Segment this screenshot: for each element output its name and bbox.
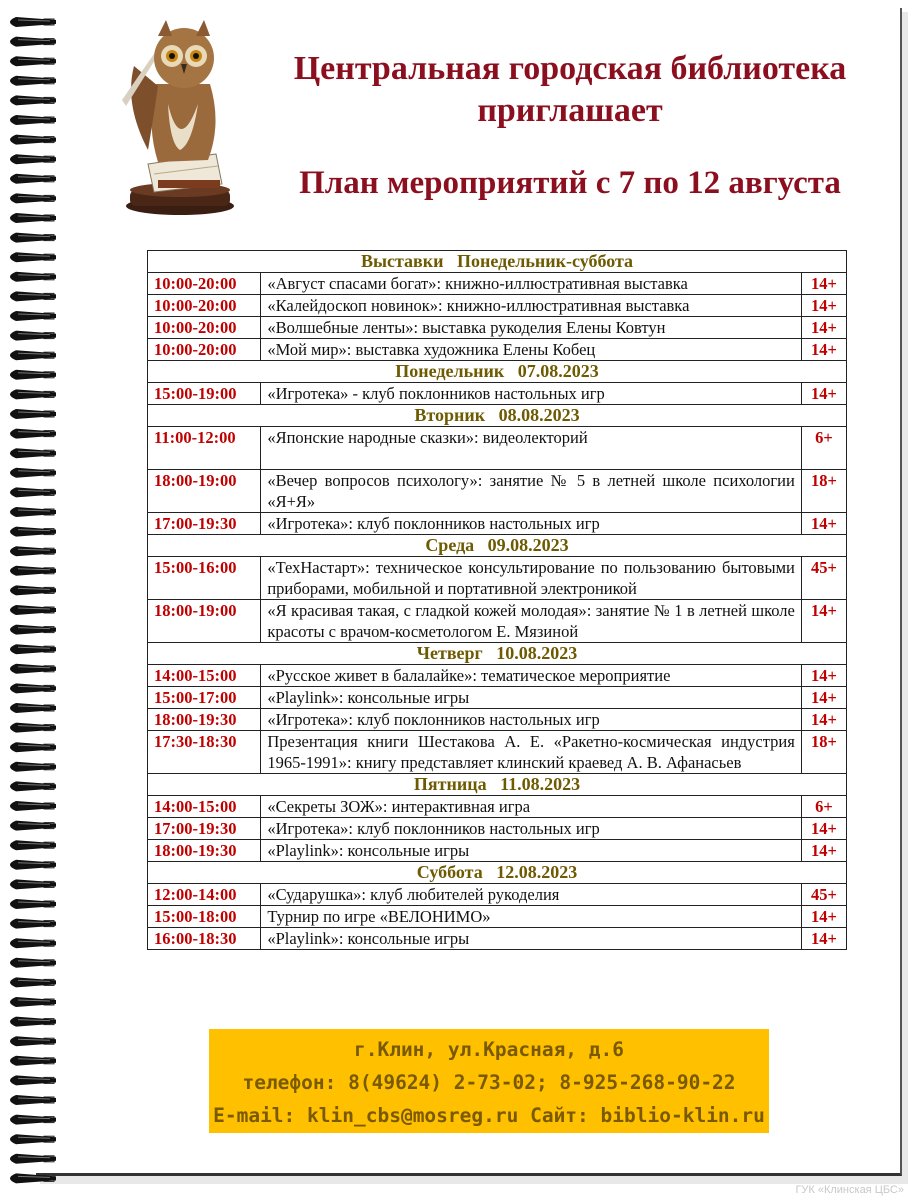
day-header-row <box>148 405 847 427</box>
day-header-row <box>148 251 847 273</box>
day-header: Вторник 08.08.2023 <box>148 405 847 427</box>
binding-ring <box>10 625 56 635</box>
event-description: Презентация книги Шестакова А. Е. «Ракетно-космическая индустрия 1965-1991»: книгу представляет клинский краевед А. В. Афанасьев <box>261 731 802 774</box>
contact-box <box>209 1029 769 1133</box>
event-description: «Игротека»: клуб поклонников настольных игр <box>261 818 802 840</box>
event-time: 15:00-18:00 <box>148 906 261 928</box>
event-time: 18:00-19:00 <box>148 600 261 643</box>
binding-ring <box>10 742 56 752</box>
age-rating: 14+ <box>801 840 846 862</box>
age-rating: 14+ <box>801 928 846 950</box>
binding-ring <box>10 899 56 909</box>
binding-ring <box>10 76 56 86</box>
binding-ring <box>10 409 56 419</box>
binding-ring <box>10 1115 56 1125</box>
binding-ring <box>10 1075 56 1085</box>
day-header: Пятница 11.08.2023 <box>148 774 847 796</box>
event-description: «Японские народные сказки»: видеолекторий <box>261 427 802 470</box>
binding-ring <box>10 1095 56 1105</box>
binding-ring <box>10 350 56 360</box>
binding-ring <box>10 115 56 125</box>
event-description: «Калейдоскоп новинок»: книжно-иллюстративная выставка <box>261 295 802 317</box>
event-description: «Волшебные ленты»: выставка рукоделия Елены Ковтун <box>261 317 802 339</box>
binding-ring <box>10 1056 56 1066</box>
binding-ring <box>10 1173 56 1183</box>
event-row <box>148 557 847 600</box>
event-row <box>148 928 847 950</box>
event-time: 10:00-20:00 <box>148 317 261 339</box>
event-time: 18:00-19:30 <box>148 840 261 862</box>
event-time: 17:00-19:30 <box>148 513 261 535</box>
binding-ring <box>10 860 56 870</box>
event-row <box>148 600 847 643</box>
event-row <box>148 513 847 535</box>
binding-ring <box>10 291 56 301</box>
binding-ring <box>10 135 56 145</box>
binding-ring <box>10 919 56 929</box>
day-header: Выставки Понедельник-суббота <box>148 251 847 273</box>
event-description: «Playlink»: консольные игры <box>261 840 802 862</box>
phone: телефон: 8(49624) 2-73-02; 8-925-268-90-22 <box>242 1071 736 1094</box>
binding-ring <box>10 507 56 517</box>
event-time: 10:00-20:00 <box>148 273 261 295</box>
binding-ring <box>10 703 56 713</box>
binding-ring <box>10 331 56 341</box>
age-rating: 45+ <box>801 884 846 906</box>
age-rating: 14+ <box>801 339 846 361</box>
binding-ring <box>10 997 56 1007</box>
library-title: Центральная городская библиотека <box>293 50 847 87</box>
binding-ring <box>10 468 56 478</box>
event-row <box>148 906 847 928</box>
event-time: 10:00-20:00 <box>148 339 261 361</box>
age-rating: 6+ <box>801 427 846 470</box>
binding-ring <box>10 272 56 282</box>
event-description: «Август спасами богат»: книжно-иллюстративная выставка <box>261 273 802 295</box>
day-header-row <box>148 643 847 665</box>
binding-ring <box>10 664 56 674</box>
age-rating: 14+ <box>801 273 846 295</box>
watermark: ГУК «Клинская ЦБС» <box>795 1184 904 1196</box>
day-header: Четверг 10.08.2023 <box>148 643 847 665</box>
binding-ring <box>10 311 56 321</box>
event-row <box>148 665 847 687</box>
age-rating: 14+ <box>801 687 846 709</box>
binding-ring <box>10 154 56 164</box>
event-time: 17:30-18:30 <box>148 731 261 774</box>
day-header-row <box>148 535 847 557</box>
age-rating: 14+ <box>801 317 846 339</box>
age-rating: 14+ <box>801 383 846 405</box>
binding-ring <box>10 781 56 791</box>
age-rating: 14+ <box>801 665 846 687</box>
day-header: Понедельник 07.08.2023 <box>148 361 847 383</box>
day-header: Среда 09.08.2023 <box>148 535 847 557</box>
event-row <box>148 273 847 295</box>
event-time: 15:00-16:00 <box>148 557 261 600</box>
event-time: 15:00-19:00 <box>148 383 261 405</box>
binding-ring <box>10 879 56 889</box>
owl-figurine-image <box>118 14 238 216</box>
events-table <box>147 250 847 950</box>
binding-ring <box>10 193 56 203</box>
binding-ring <box>10 1017 56 1027</box>
age-rating: 14+ <box>801 818 846 840</box>
event-time: 15:00-17:00 <box>148 687 261 709</box>
binding-ring <box>10 527 56 537</box>
event-row <box>148 731 847 774</box>
event-time: 17:00-19:30 <box>148 818 261 840</box>
event-time: 11:00-12:00 <box>148 427 261 470</box>
binding-ring <box>10 56 56 66</box>
event-row <box>148 840 847 862</box>
binding-ring <box>10 487 56 497</box>
address: г.Клин, ул.Красная, д.6 <box>353 1038 625 1061</box>
binding-ring <box>10 1154 56 1164</box>
binding-ring <box>10 605 56 615</box>
age-rating: 45+ <box>801 557 846 600</box>
binding-ring <box>10 233 56 243</box>
age-rating: 14+ <box>801 600 846 643</box>
age-rating: 6+ <box>801 796 846 818</box>
event-time: 14:00-15:00 <box>148 796 261 818</box>
binding-ring <box>10 977 56 987</box>
binding-ring <box>10 174 56 184</box>
event-row <box>148 884 847 906</box>
spiral-binding <box>0 0 80 1200</box>
binding-ring <box>10 1036 56 1046</box>
day-header: Суббота 12.08.2023 <box>148 862 847 884</box>
binding-ring <box>10 213 56 223</box>
age-rating: 18+ <box>801 731 846 774</box>
age-rating: 14+ <box>801 295 846 317</box>
event-row <box>148 383 847 405</box>
plan-title: План мероприятий с 7 по 12 августа <box>299 165 841 201</box>
event-description: «Playlink»: консольные игры <box>261 687 802 709</box>
event-description: «Playlink»: консольные игры <box>261 928 802 950</box>
event-time: 10:00-20:00 <box>148 295 261 317</box>
event-description: «Я красивая такая, с гладкой кожей молодая»: занятие № 1 в летней школе красоты с врачом-косметологом Е. Мязиной <box>261 600 802 643</box>
binding-ring <box>10 17 56 27</box>
event-row <box>148 709 847 731</box>
binding-ring <box>10 644 56 654</box>
event-row <box>148 818 847 840</box>
event-description: Турнир по игре «ВЕЛОНИМО» <box>261 906 802 928</box>
day-header-row <box>148 862 847 884</box>
age-rating: 14+ <box>801 709 846 731</box>
event-time: 18:00-19:00 <box>148 470 261 513</box>
age-rating: 14+ <box>801 513 846 535</box>
event-row <box>148 295 847 317</box>
binding-ring <box>10 1134 56 1144</box>
binding-ring <box>10 801 56 811</box>
event-row <box>148 427 847 470</box>
age-rating: 18+ <box>801 470 846 513</box>
event-row <box>148 470 847 513</box>
event-description: «ТехНастарт»: техническое консультирование по пользованию бытовыми приборами, мобильной и портативной электроникой <box>261 557 802 600</box>
event-description: «Игротека»: клуб поклонников настольных игр <box>261 709 802 731</box>
event-description: «Русское живет в балалайке»: тематическое мероприятие <box>261 665 802 687</box>
binding-ring <box>10 95 56 105</box>
event-description: «Игротека»: клуб поклонников настольных игр <box>261 513 802 535</box>
event-row <box>148 339 847 361</box>
event-description: «Вечер вопросов психологу»: занятие № 5 в летней школе психологии «Я+Я» <box>261 470 802 513</box>
binding-ring <box>10 448 56 458</box>
binding-ring <box>10 370 56 380</box>
binding-ring <box>10 546 56 556</box>
event-time: 14:00-15:00 <box>148 665 261 687</box>
binding-ring <box>10 566 56 576</box>
binding-ring <box>10 762 56 772</box>
event-row <box>148 796 847 818</box>
age-rating: 14+ <box>801 906 846 928</box>
event-description: «Сударушка»: клуб любителей рукоделия <box>261 884 802 906</box>
binding-ring <box>10 252 56 262</box>
binding-ring <box>10 821 56 831</box>
event-time: 12:00-14:00 <box>148 884 261 906</box>
binding-ring <box>10 958 56 968</box>
event-description: «Секреты ЗОЖ»: интерактивная игра <box>261 796 802 818</box>
binding-ring <box>10 585 56 595</box>
event-time: 18:00-19:30 <box>148 709 261 731</box>
event-row <box>148 687 847 709</box>
event-description: «Игротека» - клуб поклонников настольных игр <box>261 383 802 405</box>
binding-ring <box>10 840 56 850</box>
binding-ring <box>10 938 56 948</box>
binding-ring <box>10 723 56 733</box>
email-and-site[interactable]: E-mail: klin_cbs@mosreg.ru Сайт: biblio-klin.ru <box>213 1104 765 1127</box>
event-row <box>148 317 847 339</box>
binding-ring <box>10 683 56 693</box>
event-time: 16:00-18:30 <box>148 928 261 950</box>
event-description: «Мой мир»: выставка художника Елены Кобец <box>261 339 802 361</box>
binding-ring <box>10 429 56 439</box>
binding-ring <box>10 389 56 399</box>
binding-ring <box>10 37 56 47</box>
day-header-row <box>148 361 847 383</box>
day-header-row <box>148 774 847 796</box>
invites-line: приглашает <box>477 92 663 129</box>
